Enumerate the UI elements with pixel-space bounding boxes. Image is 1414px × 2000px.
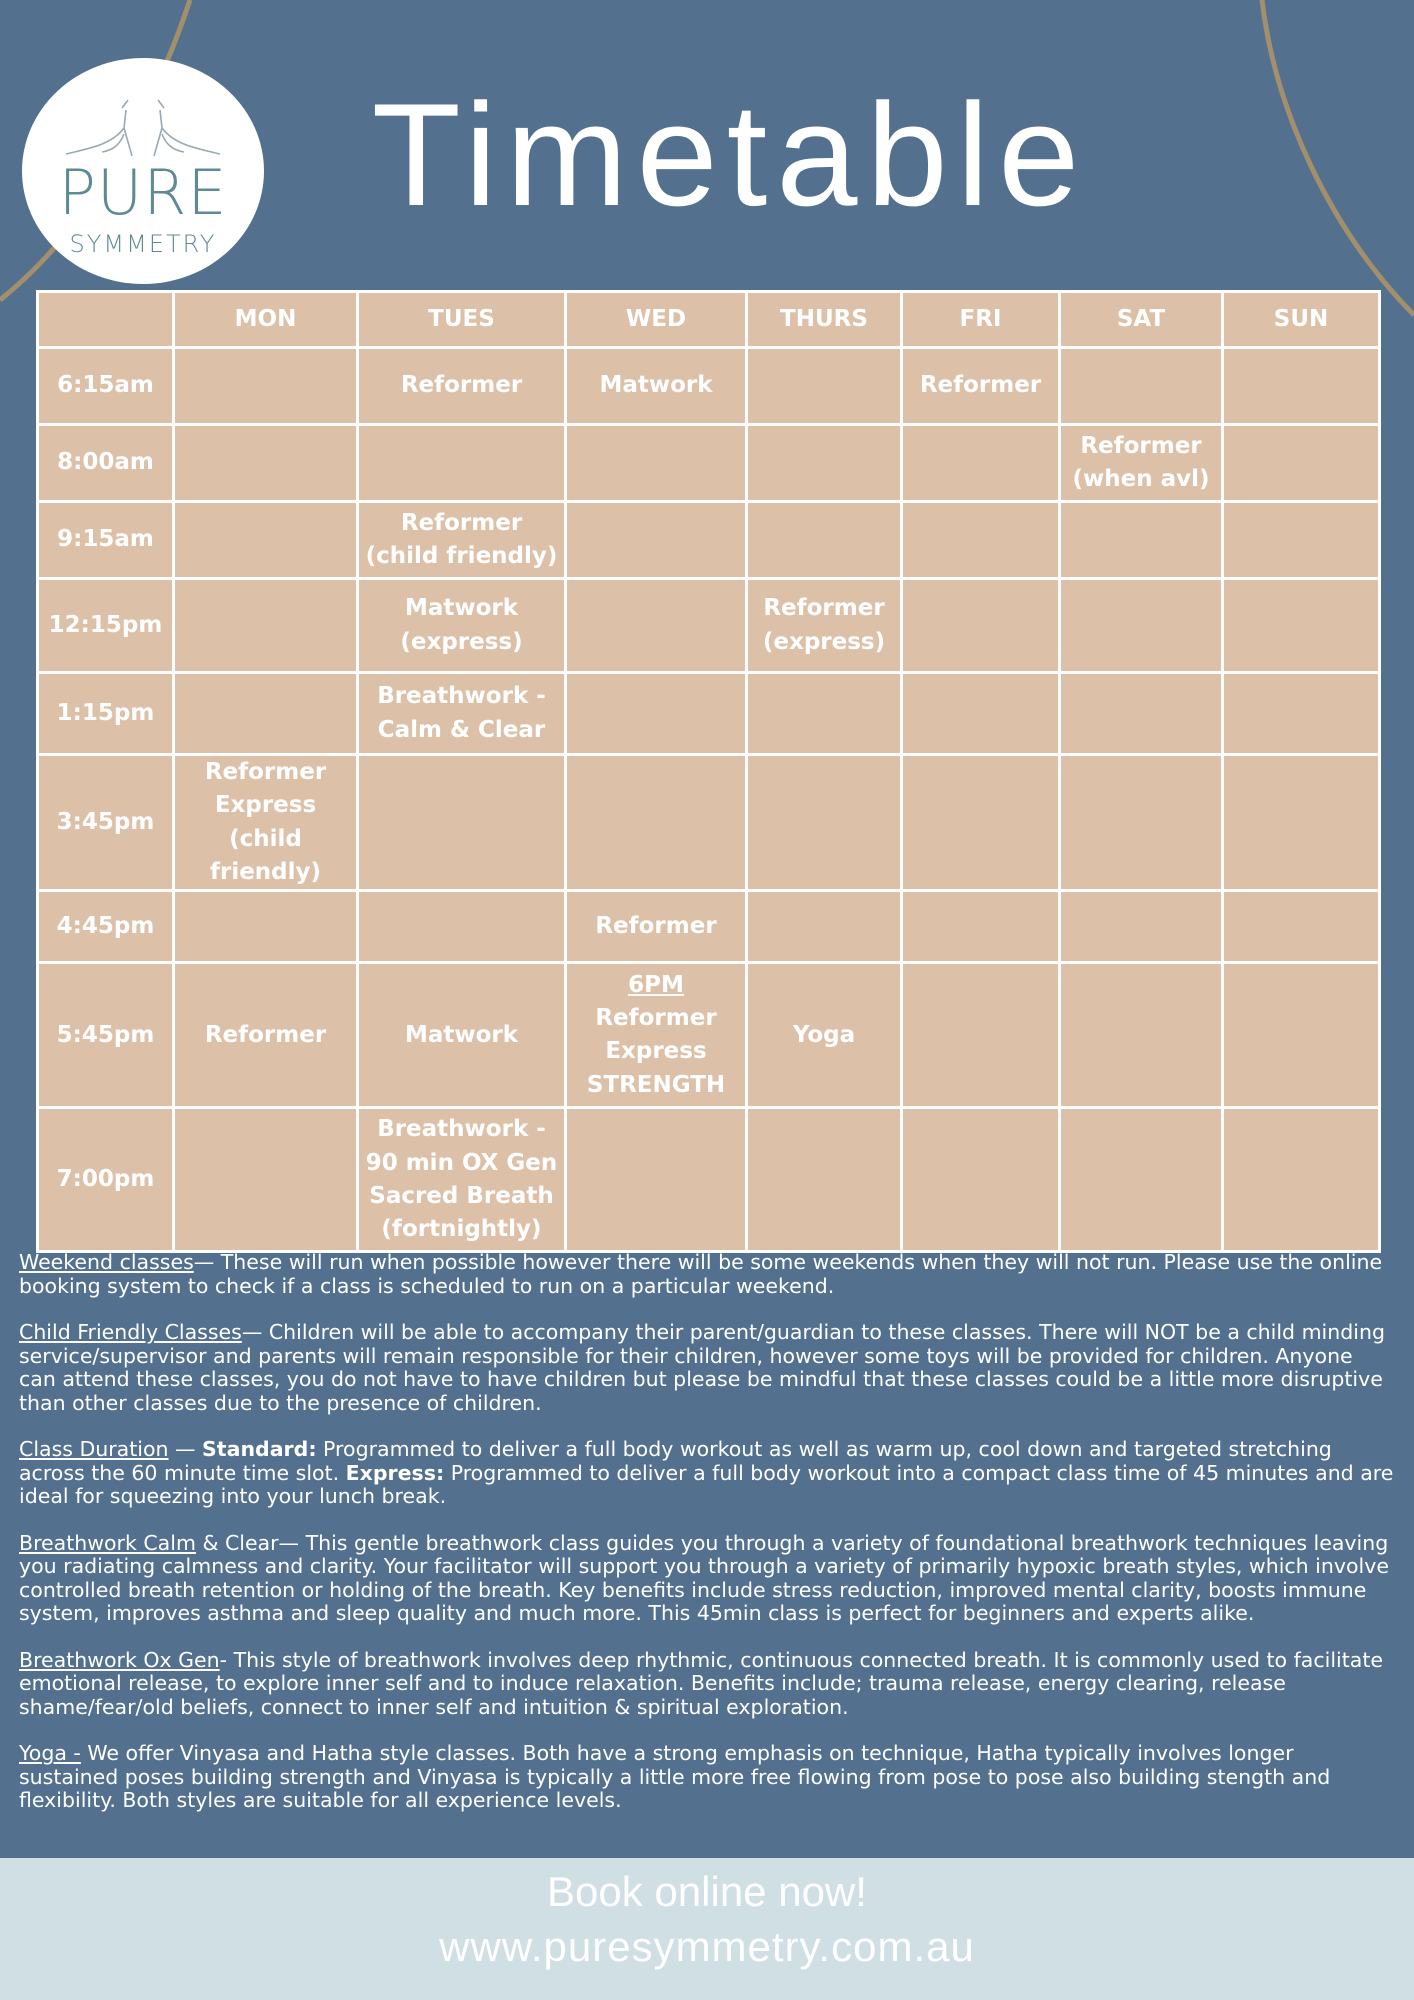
note-dash: — — [168, 1437, 203, 1461]
table-row — [38, 673, 1380, 755]
class-cell — [902, 502, 1060, 579]
class-name: Reformer Express STRENGTH — [586, 1005, 726, 1098]
class-cell: Reformer (when avl) — [1060, 425, 1223, 502]
time-cell: 1:15pm — [38, 673, 174, 755]
time-cell: 6:15am — [38, 348, 174, 425]
day-header: MON — [174, 292, 358, 348]
note-label: Standard: — [202, 1437, 317, 1461]
note-label: Express: — [345, 1460, 445, 1485]
logo-wordmark: PURE — [58, 156, 228, 229]
class-cell: Reformer Express (child friendly) — [174, 755, 358, 891]
day-header: WED — [566, 292, 747, 348]
class-cell — [566, 963, 747, 1108]
class-cell — [747, 348, 902, 425]
class-cell — [902, 963, 1060, 1108]
table-row — [38, 1108, 1380, 1252]
class-cell: Yoga — [747, 963, 902, 1108]
class-cell: Reformer — [566, 891, 747, 963]
note-child-friendly — [19, 1321, 1395, 1415]
note-heading: Breathwork Ox Gen — [19, 1647, 220, 1672]
class-cell — [566, 673, 747, 755]
class-cell — [174, 348, 358, 425]
class-cell — [902, 425, 1060, 502]
note-class-duration — [19, 1438, 1395, 1509]
time-cell: 3:45pm — [38, 755, 174, 891]
logo-subtitle: SYMMETRY — [69, 230, 217, 258]
note-body: & Clear— This gentle breathwork class guides you through a variety of foundational breathwork techniques leaving you radiating calmness and clarity. Your facilitator will support you through a variety of primarily hypoxic breath styles, which involve controlled breath retention or holding of the breath. Key benefits include stress reduction, improved mental clarity, boosts immune system, improves asthma and sleep quality and much more. This 45min class is perfect for beginners and experts alike. — [19, 1530, 1389, 1625]
figures-icon — [62, 94, 224, 164]
brand-logo — [22, 58, 264, 284]
note-heading: Class Duration — [19, 1437, 169, 1461]
class-cell — [1223, 891, 1380, 963]
class-cell — [902, 673, 1060, 755]
class-cell — [1223, 348, 1380, 425]
class-cell — [566, 1108, 747, 1252]
class-cell — [174, 1108, 358, 1252]
class-cell: Matwork (express) — [358, 579, 566, 673]
class-cell — [566, 425, 747, 502]
note-heading: Child Friendly Classes — [19, 1320, 242, 1344]
day-header: FRI — [902, 292, 1060, 348]
class-cell: Reformer — [174, 963, 358, 1108]
class-cell — [1223, 755, 1380, 891]
class-cell — [747, 673, 902, 755]
class-cell — [747, 502, 902, 579]
class-cell: Breathwork - Calm & Clear — [358, 673, 566, 755]
class-cell: Reformer (express) — [747, 579, 902, 673]
note-heading: Breathwork Calm — [19, 1530, 196, 1555]
booking-call-to-action: Book online now! — [547, 1868, 867, 1915]
class-cell — [566, 502, 747, 579]
class-cell — [1223, 1108, 1380, 1252]
table-row — [38, 425, 1380, 502]
note-body: — These will run when possible however there will be some weekends when they will not run. Please use the online booking system to check if a class is scheduled to run on a particular weekend. — [19, 1250, 1383, 1298]
class-cell — [1060, 1108, 1223, 1252]
class-time-note: 6PM — [628, 971, 684, 998]
class-cell — [902, 579, 1060, 673]
class-cell — [1060, 502, 1223, 579]
page-title: Timetable — [371, 73, 1089, 236]
day-header: THURS — [747, 292, 902, 348]
class-cell — [566, 579, 747, 673]
time-cell: 4:45pm — [38, 891, 174, 963]
class-cell — [1060, 673, 1223, 755]
class-cell — [1060, 891, 1223, 963]
note-weekend — [19, 1251, 1395, 1298]
class-cell — [1223, 963, 1380, 1108]
class-cell: Breathwork - 90 min OX Gen Sacred Breath (fortnightly) — [358, 1108, 566, 1252]
note-heading: Weekend classes — [19, 1250, 194, 1274]
day-header: SAT — [1060, 292, 1223, 348]
note-body: Programmed to deliver a full body workout as well as warm up, cool down and targeted stretching across the 60 minute time slot. — [19, 1437, 1332, 1485]
class-cell — [174, 891, 358, 963]
note-breathwork-calm — [19, 1532, 1395, 1626]
class-cell — [358, 755, 566, 891]
class-cell: Reformer — [358, 348, 566, 425]
class-cell — [1223, 673, 1380, 755]
class-cell — [174, 673, 358, 755]
class-cell — [1223, 425, 1380, 502]
class-cell — [174, 502, 358, 579]
time-cell: 7:00pm — [38, 1108, 174, 1252]
class-cell — [1060, 579, 1223, 673]
class-cell — [1060, 348, 1223, 425]
note-body: We offer Vinyasa and Hatha style classes. Both have a strong emphasis on technique, Hatha typically involves longer sustained poses building strength and Vinyasa is typically a little more free flowing from pose to pose also building stength and flexibility. Both styles are suitable for all experience levels. — [19, 1741, 1331, 1812]
class-cell: Matwork — [358, 963, 566, 1108]
day-header: TUES — [358, 292, 566, 348]
note-body: - This style of breathwork involves deep rhythmic, continuous connected breath. It is commonly used to facilitate emotional release, to explore inner self and to induce relaxation. Benefits include; trauma release, energy clearing, release shame/fear/old beliefs, connect to inner self and intuition & spiritual exploration. — [19, 1647, 1383, 1719]
class-cell: Reformer (child friendly) — [358, 502, 566, 579]
class-cell — [902, 755, 1060, 891]
class-cell — [747, 425, 902, 502]
class-cell — [902, 891, 1060, 963]
class-cell — [1060, 963, 1223, 1108]
note-breathwork-oxgen — [19, 1649, 1395, 1720]
class-cell: Reformer — [902, 348, 1060, 425]
class-notes — [19, 1251, 1395, 1836]
timetable — [36, 290, 1381, 1253]
corner-cell — [38, 292, 174, 348]
class-cell — [1223, 502, 1380, 579]
website-link[interactable]: www.puresymmetry.com.au — [439, 1923, 975, 1970]
class-cell — [174, 579, 358, 673]
note-body: Programmed to deliver a full body workout into a compact class time of 45 minutes and are ideal for squeezing into your lunch break. — [19, 1460, 1394, 1508]
table-row — [38, 755, 1380, 891]
class-cell — [902, 1108, 1060, 1252]
time-cell: 5:45pm — [38, 963, 174, 1108]
table-row — [38, 579, 1380, 673]
class-cell — [747, 755, 902, 891]
class-cell — [174, 425, 358, 502]
note-heading: Yoga - — [19, 1741, 81, 1765]
time-cell: 12:15pm — [38, 579, 174, 673]
class-cell — [1223, 579, 1380, 673]
footer-banner — [0, 1858, 1414, 2000]
day-header: SUN — [1223, 292, 1380, 348]
time-cell: 8:00am — [38, 425, 174, 502]
table-row — [38, 891, 1380, 963]
class-cell: Matwork — [566, 348, 747, 425]
header-row — [38, 292, 1380, 348]
class-cell — [1060, 755, 1223, 891]
table-row — [38, 502, 1380, 579]
note-body: — Children will be able to accompany their parent/guardian to these classes. There will NOT be a child minding service/supervisor and parents will remain responsible for their children, however some toys will be provided for children. Anyone can attend these classes, you do not have to have children but please be mindful that these classes could be a little more disruptive than other classes due to the presence of children. — [19, 1320, 1385, 1415]
note-yoga — [19, 1742, 1395, 1813]
class-cell — [358, 891, 566, 963]
class-cell — [747, 1108, 902, 1252]
class-cell — [747, 891, 902, 963]
class-cell — [566, 755, 747, 891]
table-row — [38, 963, 1380, 1108]
table-row — [38, 348, 1380, 425]
class-cell — [358, 425, 566, 502]
time-cell: 9:15am — [38, 502, 174, 579]
